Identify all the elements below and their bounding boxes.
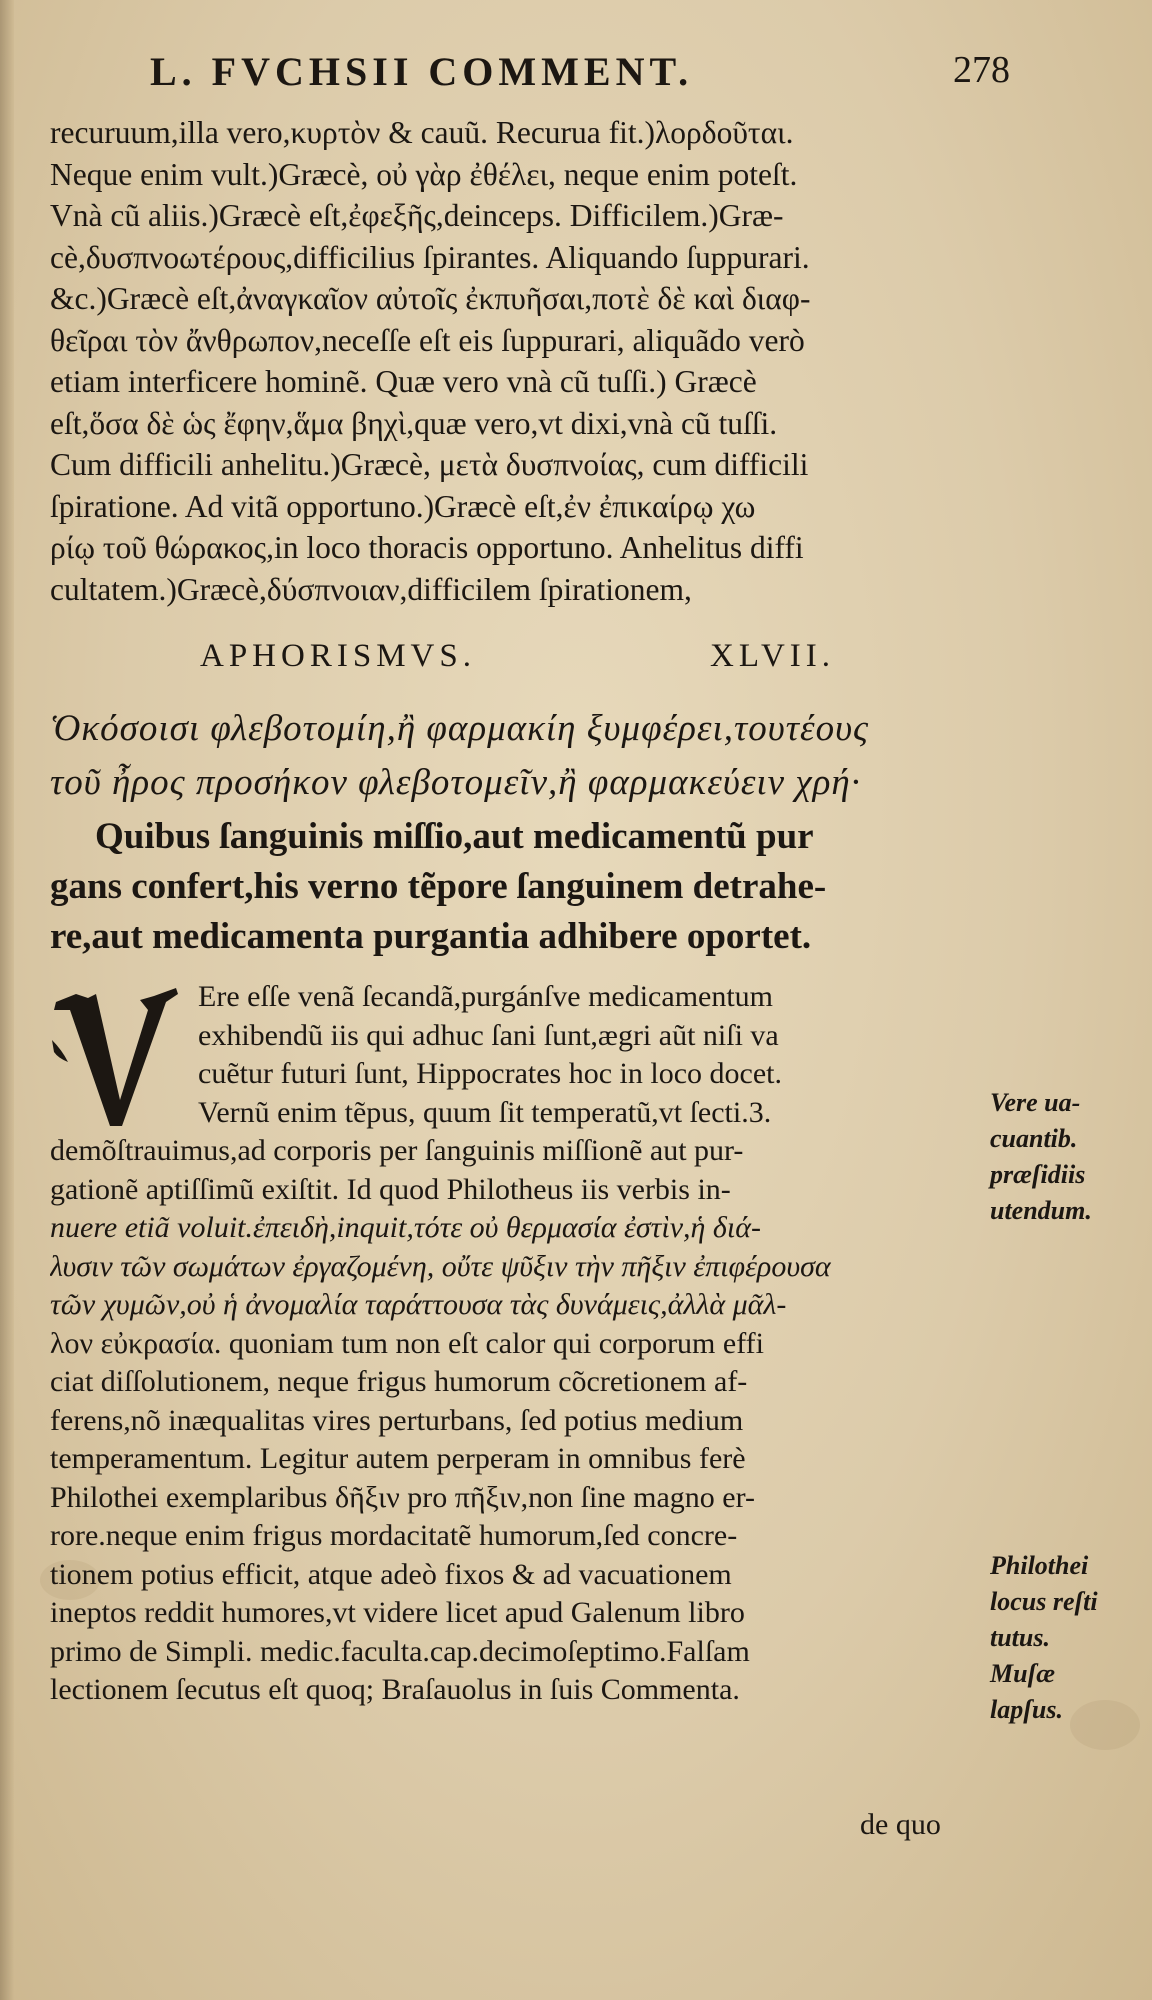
margin-note-line: præſidiis bbox=[990, 1160, 1086, 1189]
aphorism-heading bbox=[200, 638, 900, 688]
text-line: Neque enim vult.)Græcè, οὐ γὰρ ἐθέλει, neque enim poteſt. bbox=[50, 156, 798, 192]
text-line: &c.)Græcè eſt,ἀναγκαῖον αὐτοῖς ἐκπυῆσαι,ποτὲ δὲ καὶ διαφ- bbox=[50, 281, 811, 316]
greek-line: Ὁκόσοισι φλεβοτομίη,ἢ φαρμακίη ξυμφέρει,τουτέους bbox=[50, 708, 870, 749]
text-line: cuẽtur futuri ſunt, Hippocrates hoc in loco docet. bbox=[198, 1057, 782, 1090]
running-title: L. FVCHSII COMMENT. bbox=[150, 49, 694, 94]
text-line: ſpiratione. Ad vitã opportuno.)Græcè eſt,ἐν ἐπικαίρῳ χω bbox=[50, 488, 756, 524]
text-line: cè,δυσπνοωτέρους,difficilius ſpirantes. Aliquando ſuppurari. bbox=[50, 239, 810, 275]
text-line: ρίῳ τοῦ θώρακος,in loco thoracis opportuno. Anhelitus diffi bbox=[50, 530, 804, 565]
text-line: demõſtrauimus,ad corporis per ſanguinis miſſionẽ aut pur- bbox=[50, 1134, 744, 1167]
latin-line: Quibus ſanguinis miſſio,aut medicamentũ pur bbox=[95, 816, 814, 857]
margin-note-line: tutus. bbox=[990, 1623, 1050, 1652]
commentary-opening bbox=[198, 978, 988, 1132]
text-line: τῶν χυμῶν,οὐ ἡ ἀνομαλία ταράττουσα τὰς δυνάμεις,ἀλλὰ μᾶλ- bbox=[50, 1288, 787, 1321]
text-line: λυσιν τῶν σωμάτων ἐργαζομένη, οὔτε ψῦξιν τὴν πῆξιν ἐπιφέρουσα bbox=[50, 1249, 831, 1283]
text-line: ineptos reddit humores,vt videre licet apud Galenum libro bbox=[50, 1596, 745, 1629]
text-line: eſt,ὅσα δὲ ὡς ἔφην,ἅμα βηχὶ,quæ vero,vt dixi,vnà cũ tuſſi. bbox=[50, 405, 778, 441]
catchword: de quo bbox=[860, 1808, 941, 1841]
text-line: Vnà cũ aliis.)Græcè eſt,ἐφεξῆς,deinceps. Difficilem.)Græ- bbox=[50, 198, 784, 233]
margin-note-line: Philothei bbox=[990, 1551, 1089, 1580]
text-line: primo de Simpli. medic.faculta.cap.decimoſeptimo.Falſam bbox=[50, 1634, 750, 1668]
text-line: ferens,nõ inæqualitas vires perturbans, ſed potius medium bbox=[50, 1403, 744, 1437]
aphorism-number: XLVII. bbox=[710, 638, 836, 674]
text-line: θεῖραι τὸν ἄνθρωπον,neceſſe eſt eis ſuppurari, aliquãdo verò bbox=[50, 322, 805, 358]
upper-commentary bbox=[50, 112, 980, 610]
margin-note-line: locus reſti bbox=[990, 1587, 1098, 1616]
text-line: λον εὐκρασία. quoniam tum non eſt calor qui corporum effi bbox=[50, 1326, 764, 1360]
aphorism-title: APHORISMVS. bbox=[200, 638, 476, 674]
text-line: ciat diſſolutionem, neque frigus humorum cõcretionem af- bbox=[50, 1365, 748, 1398]
margin-note-line: Vere ua- bbox=[990, 1088, 1081, 1117]
text-line: recuruum,illa vero,κυρτὸν & cauũ. Recurua fit.)λορδοῦται. bbox=[50, 115, 794, 150]
greek-line: τοῦ ἦρος προσήκον φλεβοτομεῖν,ἢ φαρμακεύειν χρή· bbox=[50, 762, 861, 803]
margin-note bbox=[990, 1548, 1140, 1728]
margin-note-line: lapſus. bbox=[990, 1695, 1063, 1724]
text-line: exhibendũ iis qui adhuc ſani ſunt,ægri aũt niſi va bbox=[198, 1018, 779, 1052]
text-line: Ere eſſe venã ſecandã,purgánſve medicamentum bbox=[198, 980, 774, 1013]
page-header bbox=[150, 48, 1010, 108]
latin-line: gans confert,his verno tẽpore ſanguinem detrahe- bbox=[50, 866, 827, 907]
text-line: tionem potius efficit, atque adeò fixos & ad vacuationem bbox=[50, 1557, 732, 1591]
aphorism-latin bbox=[50, 812, 980, 962]
text-line: temperamentum. Legitur autem perperam in omnibus ferè bbox=[50, 1442, 746, 1475]
margin-note bbox=[990, 1085, 1140, 1229]
margin-note-line: cuantib. bbox=[990, 1124, 1078, 1153]
text-line: Cum difficili anhelitu.)Græcè, μετὰ δυσπνοίας, cum difficili bbox=[50, 447, 809, 482]
text-line: gationẽ aptiſſimũ exiſtit. Id quod Philotheus iis verbis in- bbox=[50, 1172, 731, 1206]
text-line: lectionem ſecutus eſt quoq; Braſauolus in ſuis Commenta. bbox=[50, 1673, 740, 1706]
page-number: 278 bbox=[953, 49, 1010, 91]
latin-line: re,aut medicamenta purgantia adhibere oportet. bbox=[50, 916, 812, 957]
text-line: Vernũ enim tẽpus, quum ſit temperatũ,vt ſecti.3. bbox=[198, 1095, 772, 1129]
aphorism-greek bbox=[50, 702, 980, 810]
text-line: rore.neque enim frigus mordacitatẽ humorum,ſed concre- bbox=[50, 1519, 738, 1552]
text-line: etiam interficere hominẽ. Quæ vero vnà cũ tuſſi.) Græcè bbox=[50, 364, 757, 399]
text-line: cultatem.)Græcè,δύσπνοιαν,difficilem ſpirationem, bbox=[50, 571, 692, 607]
commentary-body bbox=[50, 1132, 980, 1710]
decorated-initial bbox=[50, 980, 185, 1130]
text-line: Philothei exemplaribus δῆξιν pro πῆξιν,non ſine magno er- bbox=[50, 1480, 755, 1514]
text-line: nuere etiã voluit.ἐπειδὴ,inquit,τότε οὐ θερμασία ἐστὶν,ἡ διά- bbox=[50, 1211, 761, 1244]
margin-note-line: Muſæ bbox=[990, 1659, 1056, 1688]
margin-note-line: utendum. bbox=[990, 1196, 1092, 1225]
